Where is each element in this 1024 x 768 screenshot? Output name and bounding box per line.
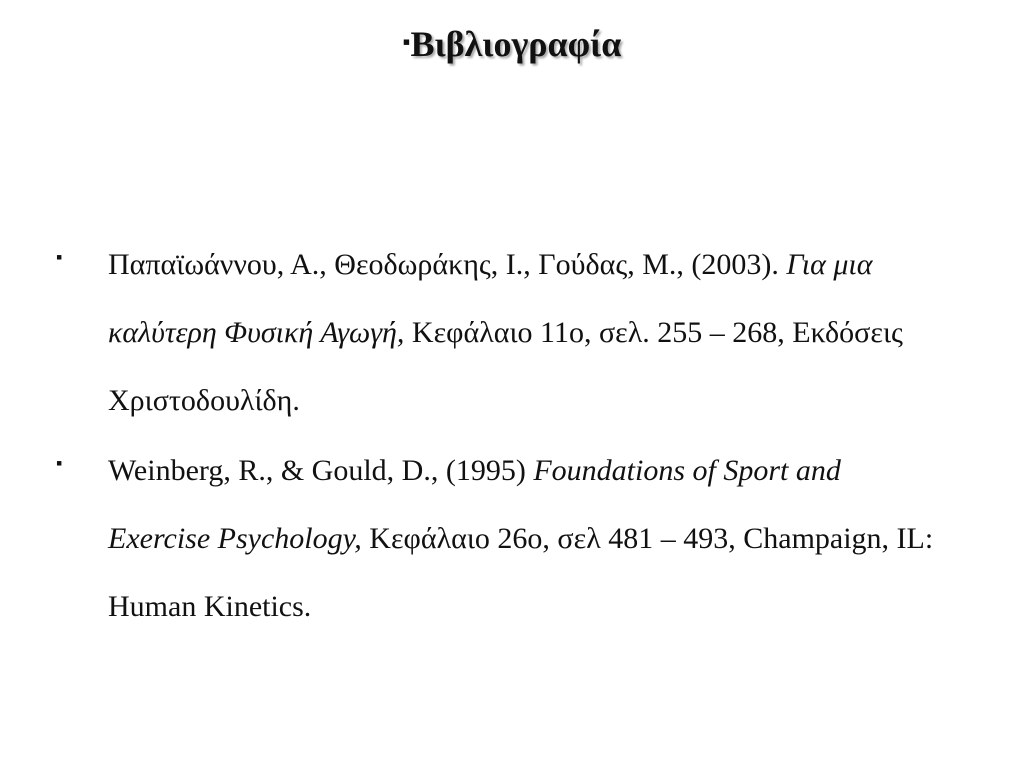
title-text: Βιβλιογραφία (410, 24, 622, 64)
bullet-icon: ▪ (56, 247, 63, 267)
slide-title (0, 18, 1024, 68)
reference-item-2 (50, 437, 950, 641)
bullet-icon: ▪ (56, 453, 63, 473)
reference-item-1 (50, 231, 950, 435)
reference-details: Κεφάλαιο 11ο, σελ. 255 – 268, Εκδόσεις Χριστοδουλίδη. (108, 316, 903, 417)
reference-authors: Παπαϊωάννου, Α., Θεοδωράκης, Ι., Γούδας, Μ., (2003). (108, 248, 787, 281)
reference-book-title: Foundations of Sport and Exercise Psychology, (108, 454, 841, 555)
title-bullet-icon: ▪ (402, 29, 411, 54)
reference-list (50, 231, 950, 641)
reference-book-title: Για μια καλύτερη Φυσική Αγωγή, (108, 248, 873, 349)
reference-authors: Weinberg, R., & Gould, D., (1995) (108, 454, 534, 487)
reference-details: Κεφάλαιο 26ο, σελ 481 – 493, Champaign, IL: Human Kinetics. (108, 522, 934, 623)
